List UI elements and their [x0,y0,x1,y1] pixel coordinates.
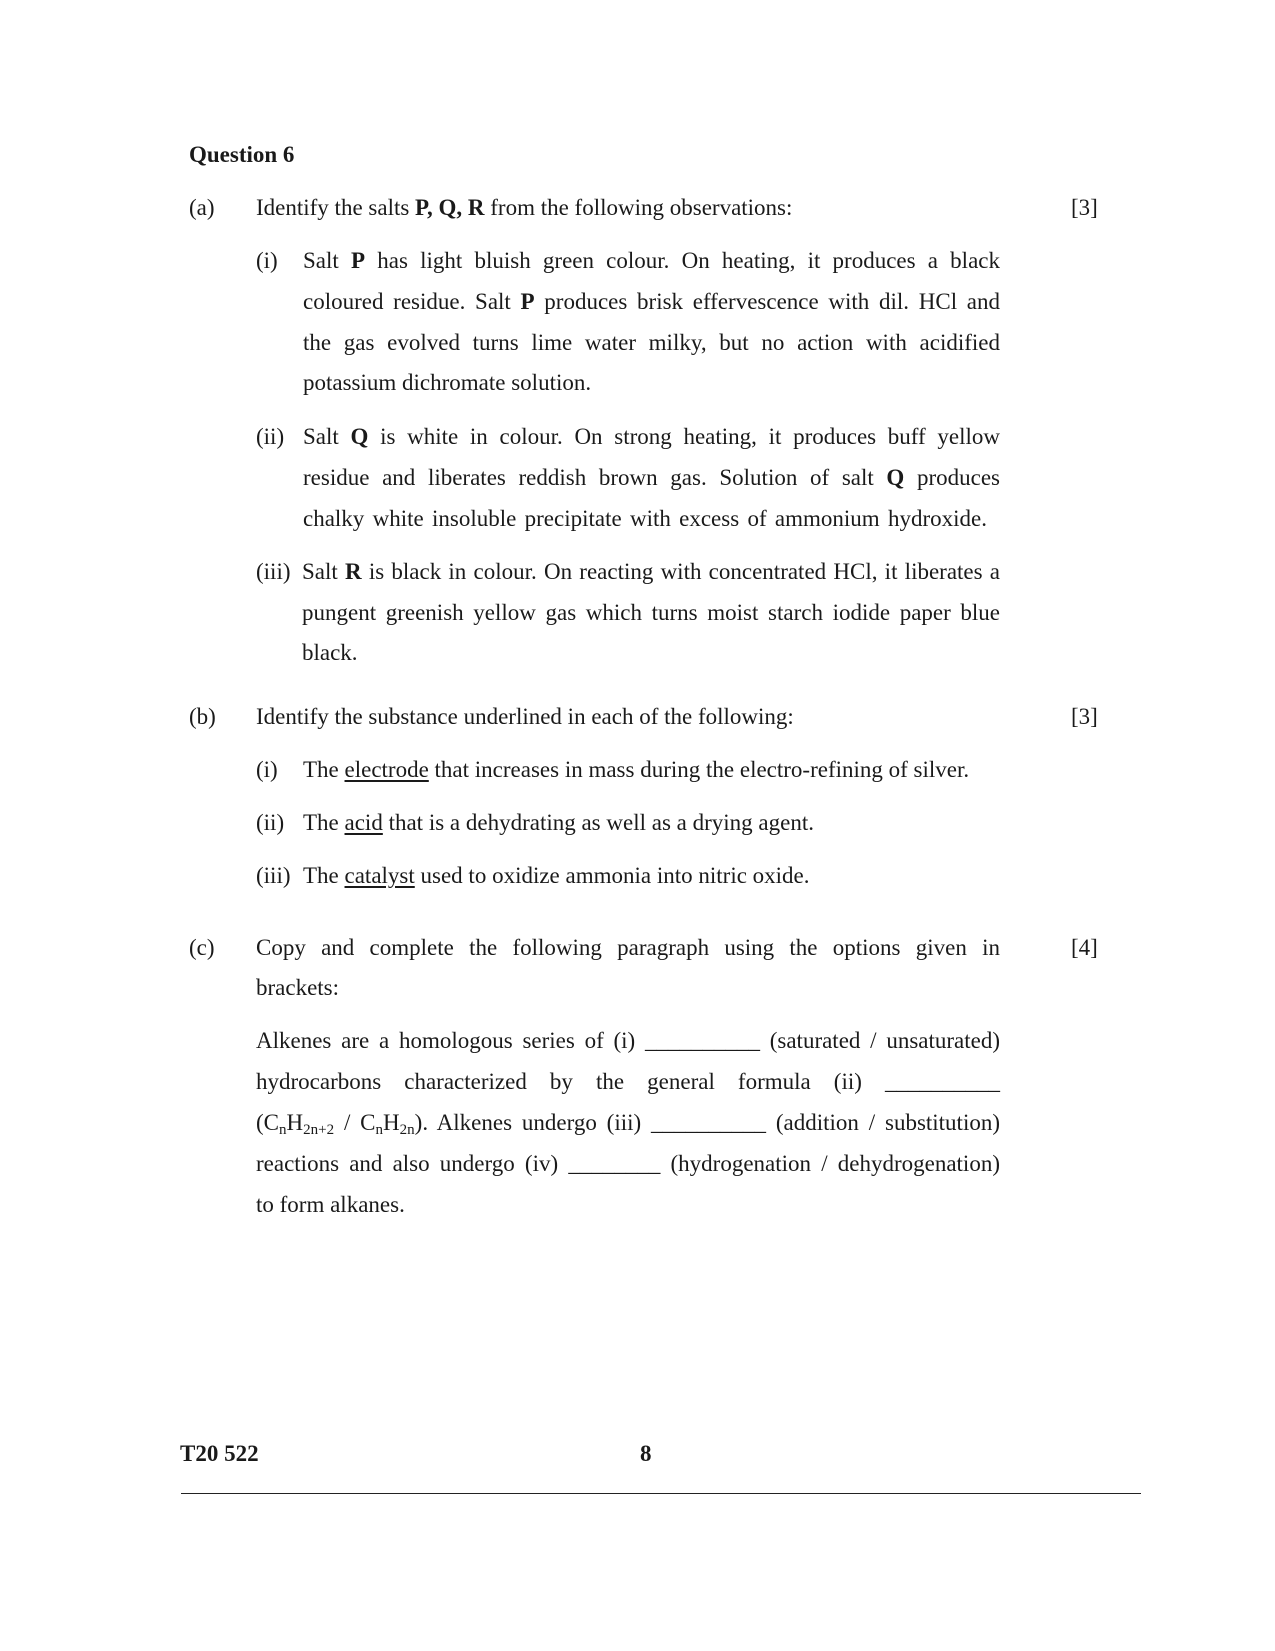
underlined-catalyst: catalyst [344,863,415,888]
part-a-stem-text: Identify the salts [256,195,416,220]
question-title: Question 6 [189,142,295,167]
a-ii-l2-s1: residue and liberates reddish brown gas. Solution of salt [303,465,887,490]
a-iii-line-3: black. [302,640,358,665]
a-iii-l1-s2: is black in colour. On reacting with concentrated HCl, it liberates a [361,559,1001,584]
salt-r-bold: R [345,559,362,584]
a-i-line-2 [303,289,1000,315]
paragraph-line-4: reactions and also undergo (iv) ________ (hydrogenation / dehydrogenation) [256,1151,1000,1176]
footer-page-number: 8 [640,1441,652,1466]
formula-sub-2n2: 2n+2 [303,1122,335,1138]
b-iii-post: used to oxidize ammonia into nitric oxide. [414,863,810,888]
b-iii-pre: The [303,863,345,888]
formula-sep: / C [334,1110,376,1135]
a-ii-label: (ii) [256,424,285,449]
part-a-stem-text-end: from the following observations: [484,195,793,220]
a-iii-line-2: pungent greenish yellow gas which turns moist starch iodide paper blue [302,600,1000,625]
formula-sub-2n: 2n [399,1122,415,1138]
part-a-label: (a) [189,195,215,220]
underlined-acid: acid [344,810,383,835]
a-ii-line-1 [303,424,1000,450]
a-i-line-1 [303,248,1000,274]
part-c-stem-line-1: Copy and complete the following paragraph using the options given in [256,935,1000,960]
paragraph-line-2: hydrocarbons characterized by the general formula (ii) __________ [256,1069,1000,1094]
b-iii-text [303,863,810,889]
formula-h-2: H [383,1110,400,1135]
b-iii-label: (iii) [256,863,291,888]
a-i-l2-s2: produces brisk effervescence with dil. HCl and [534,289,1000,314]
a-ii-l2-s2: produces [904,465,1000,490]
part-a-stem-bold: P, Q, R [415,195,485,220]
b-ii-post: that is a dehydrating as well as a drying agent. [382,810,814,835]
a-iii-label: (iii) [256,559,291,584]
a-i-line-4: potassium dichromate solution. [303,370,592,395]
a-i-label: (i) [256,248,278,273]
formula-open: (C [256,1110,279,1135]
b-ii-pre: The [303,810,345,835]
a-i-l1-s1: Salt [303,248,351,273]
b-i-label: (i) [256,757,278,782]
part-a-stem [256,195,792,221]
part-b-stem: Identify the substance underlined in each of the following: [256,704,794,729]
b-ii-label: (ii) [256,810,285,835]
a-iii-line-1 [302,559,1000,585]
salt-q-bold-2: Q [886,465,905,490]
paragraph-line-1: Alkenes are a homologous series of (i) __________ (saturated / unsaturated) [256,1028,1000,1053]
a-i-l1-s2: has light bluish green colour. On heating, it produces a black [365,248,1000,273]
a-iii-l1-s1: Salt [302,559,345,584]
part-b-marks: [3] [1071,704,1098,729]
footer-paper-code: T20 522 [180,1441,259,1466]
b-i-text [303,757,969,783]
part-c-label: (c) [189,935,215,960]
formula-sub-n-2: n [375,1122,384,1138]
formula-h-1: H [286,1110,304,1135]
part-c-marks: [4] [1071,935,1098,960]
part-b-label: (b) [189,704,216,729]
a-i-l2-s1: coloured residue. Salt [303,289,521,314]
a-ii-l1-s1: Salt [303,424,351,449]
paragraph-line-5: to form alkanes. [256,1192,405,1217]
formula-sub-n-1: n [279,1122,287,1138]
underlined-electrode: electrode [344,757,429,782]
paragraph-line-3-rest: ). Alkenes undergo (iii) __________ (addition / substitution) [414,1110,1000,1135]
b-i-post: that increases in mass during the electro-refining of silver. [428,757,970,782]
footer-rule [181,1493,1141,1494]
paragraph-line-3 [256,1110,1000,1136]
salt-q-bold: Q [350,424,369,449]
b-ii-text [303,810,814,836]
a-ii-line-3: chalky white insoluble precipitate with excess of ammonium hydroxide. [303,506,987,531]
a-ii-line-2 [303,465,1000,491]
b-i-pre: The [303,757,345,782]
part-a-marks: [3] [1071,195,1098,220]
a-ii-l1-s2: is white in colour. On strong heating, it produces buff yellow [368,424,1001,449]
salt-p-bold-2: P [520,289,535,314]
a-i-line-3: the gas evolved turns lime water milky, but no action with acidified [303,330,1000,355]
part-c-stem-line-2: brackets: [256,975,340,1000]
salt-p-bold: P [350,248,366,273]
